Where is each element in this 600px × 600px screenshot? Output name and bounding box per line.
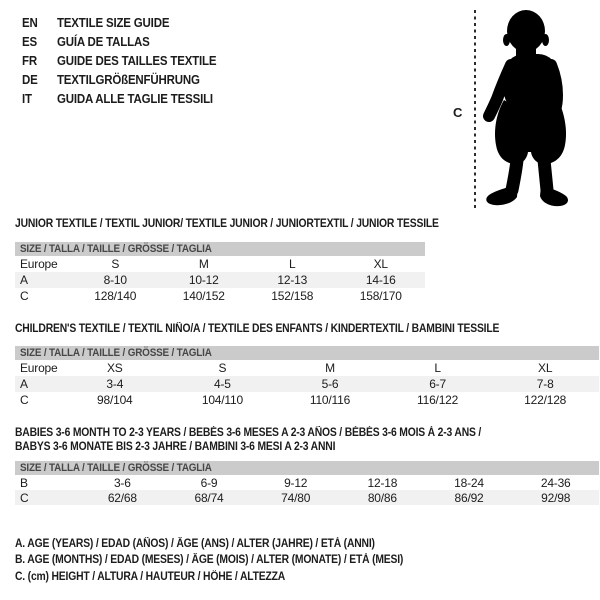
table-cell: M xyxy=(198,257,209,271)
table-cell: S xyxy=(111,257,120,271)
language-code: DE xyxy=(22,72,38,87)
size-bar-label: SIZE / TALLA / TAILLE / GRÖSSE / TAGLIA xyxy=(20,462,212,474)
table-cell: 3-6 xyxy=(113,475,131,490)
table-cell: 116/122 xyxy=(417,393,459,407)
language-row xyxy=(22,13,216,32)
table-cell: 3-4 xyxy=(106,377,124,391)
size-bar-label: SIZE / TALLA / TAILLE / GRÖSSE / TAGLIA xyxy=(20,243,212,255)
language-row xyxy=(22,32,216,51)
table-cell: 74/80 xyxy=(281,490,311,505)
language-row xyxy=(22,70,216,89)
size-bar-label: SIZE / TALLA / TAILLE / GRÖSSE / TAGLIA xyxy=(20,347,212,359)
table-cell: 158/170 xyxy=(359,289,402,303)
section-babies xyxy=(15,426,599,505)
table-cell: 12-13 xyxy=(277,273,308,287)
language-label: TEXTILGRÖßENFÜHRUNG xyxy=(56,72,200,87)
language-row xyxy=(22,51,216,70)
table-cell: L xyxy=(434,361,441,375)
section-title-line: BABIES 3-6 MONTH TO 2-3 YEARS / BEBÉS 3-6 MESES A 2-3 AÑOS / BÉBÉS 3-6 MOIS À 2-3 ANS / xyxy=(15,427,482,439)
table-cell: 110/116 xyxy=(309,393,351,407)
section-children xyxy=(15,322,599,408)
language-code: IT xyxy=(22,91,32,106)
table-row xyxy=(15,392,599,408)
row-label: C xyxy=(20,289,29,303)
size-bar xyxy=(15,242,425,256)
size-bar xyxy=(15,346,599,360)
table-cell: 18-24 xyxy=(454,475,484,490)
table-cell: 8-10 xyxy=(103,273,127,287)
table-cell: 62/68 xyxy=(107,490,137,505)
table-cell: 98/104 xyxy=(97,393,133,407)
section-junior xyxy=(15,217,439,304)
row-label: B xyxy=(20,475,28,490)
section-title xyxy=(15,322,599,336)
table-row xyxy=(15,288,425,304)
table-cell: 86/92 xyxy=(454,490,484,505)
table-cell: 122/128 xyxy=(524,393,567,407)
table-row xyxy=(15,256,425,272)
table-row xyxy=(15,475,599,490)
language-code: FR xyxy=(22,53,37,68)
table-cell: 128/140 xyxy=(94,289,137,303)
footnote-line: C. (cm) HEIGHT / ALTURA / HAUTEUR / HÖHE / ALTEZZA xyxy=(15,570,286,583)
row-label: Europe xyxy=(20,361,58,375)
footnote-line: A. AGE (YEARS) / EDAD (AÑOS) / ÂGE (ANS) / ALTER (JAHRE) / ETÀ (ANNI) xyxy=(15,538,375,550)
table-cell: 6-9 xyxy=(200,475,218,490)
size-bar xyxy=(15,461,599,475)
table-cell: 140/152 xyxy=(182,289,225,303)
table-cell: 14-16 xyxy=(365,273,396,287)
language-row xyxy=(22,89,216,108)
table-cell: 24-36 xyxy=(540,475,571,490)
table-cell: 4-5 xyxy=(214,377,231,391)
table-cell: L xyxy=(289,257,296,271)
table-cell: 12-18 xyxy=(367,475,398,490)
table-cell: XL xyxy=(373,257,388,271)
table-cell: 7-8 xyxy=(536,377,554,391)
size-table xyxy=(15,242,425,304)
table-cell: XS xyxy=(106,361,123,375)
language-label: TEXTILE SIZE GUIDE xyxy=(56,15,170,30)
row-label: A xyxy=(20,377,28,391)
row-label: C xyxy=(20,490,29,505)
table-cell: 6-7 xyxy=(429,377,446,391)
row-label: A xyxy=(20,273,28,287)
row-label: Europe xyxy=(20,257,58,271)
language-label: GUIDA ALLE TAGLIE TESSILI xyxy=(56,91,213,106)
footnote-line: B. AGE (MONTHS) / EDAD (MESES) / ÂGE (MOIS) / ALTER (MONATE) / ETÀ (MESI) xyxy=(15,554,404,567)
size-table-body xyxy=(15,256,425,304)
size-table-body xyxy=(15,360,599,408)
size-table xyxy=(15,346,599,408)
height-label: C xyxy=(453,105,463,120)
language-list xyxy=(22,13,216,108)
language-code: ES xyxy=(22,34,37,49)
table-cell: 5-6 xyxy=(321,377,339,391)
footnotes xyxy=(15,536,446,585)
table-row xyxy=(15,360,599,376)
section-title xyxy=(15,426,599,454)
table-cell: S xyxy=(218,361,227,375)
section-title-line: CHILDREN'S TEXTILE / TEXTIL NIÑO/A / TEXTILE DES ENFANTS / KINDERTEXTIL / BAMBINI TESSILE xyxy=(15,323,500,335)
row-label: C xyxy=(20,393,29,407)
table-cell: 9-12 xyxy=(284,475,308,490)
section-title-line: BABYS 3-6 MONATE BIS 2-3 JAHRE / BAMBINI 3-6 MESI A 2-3 ANNI xyxy=(15,441,336,453)
language-label: GUÍA DE TALLAS xyxy=(56,34,150,49)
table-cell: XL xyxy=(538,361,553,375)
section-title-line: JUNIOR TEXTILE / TEXTIL JUNIOR/ TEXTILE JUNIOR / JUNIORTEXTIL / JUNIOR TESSILE xyxy=(15,218,439,230)
table-cell: 92/98 xyxy=(541,490,571,505)
table-row xyxy=(15,490,599,505)
language-label: GUIDE DES TAILLES TEXTILE xyxy=(56,53,217,68)
size-table-body xyxy=(15,475,599,505)
table-cell: 152/158 xyxy=(271,289,314,303)
table-cell: 68/74 xyxy=(194,490,224,505)
table-row xyxy=(15,272,425,288)
section-title xyxy=(15,217,439,231)
baby-figure xyxy=(440,0,600,215)
baby-silhouette-icon xyxy=(480,4,592,208)
table-cell: 104/110 xyxy=(201,393,243,407)
table-cell: M xyxy=(325,361,335,375)
size-table xyxy=(15,461,599,505)
table-cell: 10-12 xyxy=(188,273,219,287)
table-cell: 80/86 xyxy=(367,490,397,505)
table-row xyxy=(15,376,599,392)
height-dashed-line xyxy=(474,10,476,208)
language-code: EN xyxy=(22,15,38,30)
